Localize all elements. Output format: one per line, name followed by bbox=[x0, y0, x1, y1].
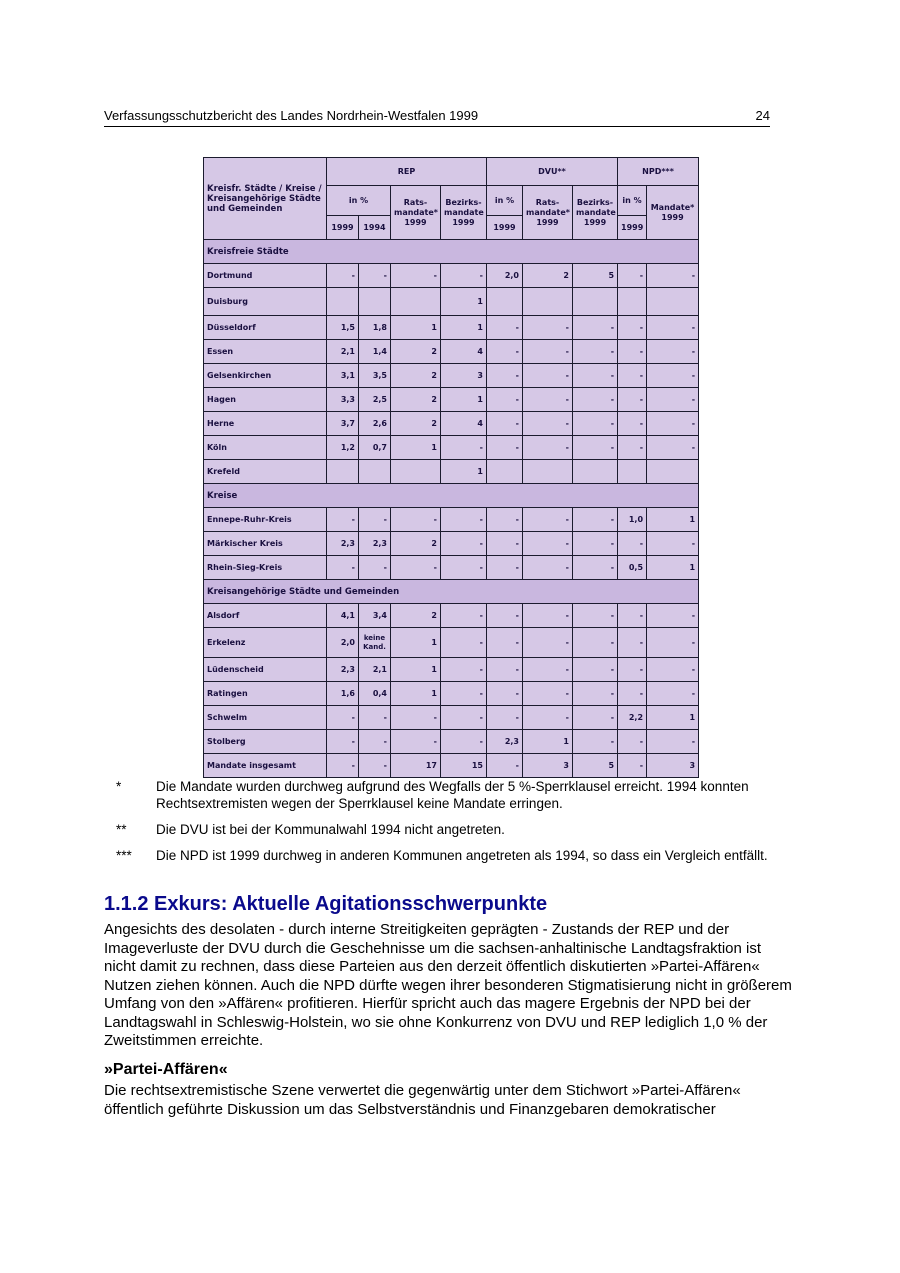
table-cell: 2,1 bbox=[359, 658, 391, 682]
table-body bbox=[204, 240, 699, 778]
table-cell bbox=[573, 288, 618, 316]
table-cell: 2 bbox=[391, 340, 441, 364]
table-cell: - bbox=[441, 658, 487, 682]
npd-in-pct-header: in % bbox=[618, 186, 647, 216]
table-cell: - bbox=[573, 508, 618, 532]
table-cell: - bbox=[523, 628, 573, 658]
table-cell: - bbox=[327, 508, 359, 532]
table-cell: - bbox=[573, 340, 618, 364]
table-cell bbox=[647, 460, 699, 484]
table-cell: 0,7 bbox=[359, 436, 391, 460]
table-cell: - bbox=[359, 264, 391, 288]
table-cell: - bbox=[573, 556, 618, 580]
table-cell: - bbox=[573, 706, 618, 730]
table-cell: - bbox=[647, 264, 699, 288]
row-label: Alsdorf bbox=[204, 604, 327, 628]
table-cell bbox=[487, 288, 523, 316]
table-cell: 1 bbox=[391, 316, 441, 340]
group-header-rep: REP bbox=[327, 158, 487, 186]
table-cell: - bbox=[573, 628, 618, 658]
table-cell: 2,0 bbox=[327, 628, 359, 658]
table-cell: - bbox=[618, 658, 647, 682]
table-cell: 2,5 bbox=[359, 388, 391, 412]
table-cell: - bbox=[487, 658, 523, 682]
dvu-bezirks-mandate-header: Bezirks-mandate 1999 bbox=[573, 186, 618, 240]
table-cell: - bbox=[618, 364, 647, 388]
table-cell: - bbox=[487, 556, 523, 580]
table-cell: - bbox=[618, 412, 647, 436]
table-cell: 1 bbox=[441, 460, 487, 484]
table-cell: 1 bbox=[647, 508, 699, 532]
table-cell bbox=[523, 288, 573, 316]
table-cell: - bbox=[647, 436, 699, 460]
row-label: Schwelm bbox=[204, 706, 327, 730]
table-cell: - bbox=[647, 658, 699, 682]
table-cell: - bbox=[573, 364, 618, 388]
table-cell: 2,1 bbox=[327, 340, 359, 364]
row-label: Erkelenz bbox=[204, 628, 327, 658]
table-cell: - bbox=[647, 532, 699, 556]
table-cell bbox=[647, 288, 699, 316]
table-row bbox=[204, 604, 699, 628]
table-cell: 2 bbox=[391, 604, 441, 628]
table-cell: - bbox=[618, 532, 647, 556]
row-label: Ennepe-Ruhr-Kreis bbox=[204, 508, 327, 532]
footnote bbox=[104, 821, 784, 838]
page-header bbox=[104, 108, 770, 127]
rep-bezirks-mandate-header: Bezirks-mandate 1999 bbox=[441, 186, 487, 240]
table-cell: - bbox=[523, 706, 573, 730]
table-cell: - bbox=[573, 316, 618, 340]
table-cell: - bbox=[487, 706, 523, 730]
table-cell: - bbox=[618, 730, 647, 754]
footnote-mark: * bbox=[116, 779, 122, 794]
table-row bbox=[204, 316, 699, 340]
footnote-text: Die Mandate wurden durchweg aufgrund des Wegfalls der 5 %-Sperrklausel erreicht. 1994 konnten Rechtsextremisten wegen der Sperrklausel keine Mandate erringen. bbox=[156, 779, 749, 811]
table-cell: - bbox=[523, 436, 573, 460]
table-cell: 1 bbox=[441, 288, 487, 316]
table-cell: 2,3 bbox=[327, 658, 359, 682]
rep-in-pct-header: in % bbox=[327, 186, 391, 216]
table-row bbox=[204, 340, 699, 364]
table-cell: - bbox=[618, 604, 647, 628]
table-cell: 2,3 bbox=[327, 532, 359, 556]
npd-year-1999-header: 1999 bbox=[618, 216, 647, 240]
table-cell: - bbox=[487, 412, 523, 436]
table-row bbox=[204, 730, 699, 754]
table-cell: 5 bbox=[573, 754, 618, 778]
table-row bbox=[204, 682, 699, 706]
table-cell: 1,5 bbox=[327, 316, 359, 340]
row-label: Köln bbox=[204, 436, 327, 460]
table-cell: 3 bbox=[647, 754, 699, 778]
table-cell: 2,2 bbox=[618, 706, 647, 730]
table-cell: - bbox=[647, 682, 699, 706]
table-cell: - bbox=[487, 604, 523, 628]
table-cell: - bbox=[523, 556, 573, 580]
table-cell: 1 bbox=[391, 436, 441, 460]
table-row bbox=[204, 628, 699, 658]
table-cell: - bbox=[573, 658, 618, 682]
table-cell: - bbox=[487, 532, 523, 556]
table-cell bbox=[618, 460, 647, 484]
table-cell: - bbox=[487, 388, 523, 412]
table-cell: 4 bbox=[441, 340, 487, 364]
table-cell bbox=[523, 460, 573, 484]
footnote-mark: ** bbox=[116, 822, 127, 837]
table-cell: 2 bbox=[391, 532, 441, 556]
table-cell: - bbox=[618, 682, 647, 706]
table-cell: - bbox=[523, 340, 573, 364]
row-label: Lüdenscheid bbox=[204, 658, 327, 682]
row-label: Krefeld bbox=[204, 460, 327, 484]
table-cell: - bbox=[327, 730, 359, 754]
table-cell: 3,5 bbox=[359, 364, 391, 388]
row-label: Märkischer Kreis bbox=[204, 532, 327, 556]
table-cell bbox=[618, 288, 647, 316]
table-cell: - bbox=[487, 436, 523, 460]
group-header-dvu: DVU** bbox=[487, 158, 618, 186]
table-cell: 4,1 bbox=[327, 604, 359, 628]
table-cell: 1 bbox=[391, 658, 441, 682]
body-paragraph-2: Die rechtsextremistische Szene verwertet die gegenwärtig unter dem Stichwort »Partei-Affären« öffentlich geführte Diskussion um das Selbstverständnis und Finanzgebaren demokratischer bbox=[104, 1082, 741, 1118]
table-cell: - bbox=[573, 412, 618, 436]
table-cell: 17 bbox=[391, 754, 441, 778]
table-row bbox=[204, 436, 699, 460]
table-cell bbox=[391, 460, 441, 484]
table-cell: - bbox=[391, 556, 441, 580]
table-cell: - bbox=[359, 730, 391, 754]
table-cell: - bbox=[441, 436, 487, 460]
table-cell: 3,1 bbox=[327, 364, 359, 388]
table-cell: 2,3 bbox=[487, 730, 523, 754]
table-cell: 3,3 bbox=[327, 388, 359, 412]
table-cell: - bbox=[487, 628, 523, 658]
table-cell: - bbox=[647, 604, 699, 628]
row-label: Gelsenkirchen bbox=[204, 364, 327, 388]
table-cell: - bbox=[441, 508, 487, 532]
table-cell: - bbox=[441, 604, 487, 628]
table-cell: - bbox=[441, 264, 487, 288]
table-cell: - bbox=[441, 532, 487, 556]
table-cell bbox=[391, 288, 441, 316]
table-row bbox=[204, 706, 699, 730]
table-cell: - bbox=[618, 264, 647, 288]
body-paragraph: Angesichts des desolaten - durch interne Streitigkeiten geprägten - Zustands der REP und der Imageverluste der DVU durch die Geschehnisse um die sachsen-anhaltinische Landtagsfraktion ist nicht damit zu rechnen, dass diese Parteien aus den derzeit öffentlich diskutierten »Partei-Affären« Nutzen ziehen können. Auch die NPD dürfte wegen ihrer besonderen Stigmatisierung nicht in größerem Umfang von den »Affären« profitieren. Hierfür spricht auch das magere Ergebnis der NPD bei der Landtagswahl in Schleswig-Holstein, wo sie ohne Konkurrenz von DVU und REP lediglich 1,0 % der Zweitstimmen erreichte. bbox=[104, 921, 792, 1049]
footnote bbox=[104, 778, 784, 812]
group-header-npd: NPD*** bbox=[618, 158, 699, 186]
table-cell: - bbox=[618, 340, 647, 364]
footnote-text: Die NPD ist 1999 durchweg in anderen Kommunen angetreten als 1994, so dass ein Vergleich entfällt. bbox=[156, 848, 768, 863]
table-corner-label: Kreisfr. Städte / Kreise / Kreisangehörige Städte und Gemeinden bbox=[204, 158, 327, 240]
table-cell: - bbox=[359, 706, 391, 730]
rep-year-1994-header: 1994 bbox=[359, 216, 391, 240]
table-cell: keine Kand. bbox=[359, 628, 391, 658]
table-cell bbox=[327, 288, 359, 316]
table-row bbox=[204, 556, 699, 580]
table-cell: - bbox=[618, 628, 647, 658]
table-cell: - bbox=[523, 316, 573, 340]
table-cell: - bbox=[441, 556, 487, 580]
table-cell: - bbox=[523, 532, 573, 556]
table-cell: 1 bbox=[647, 706, 699, 730]
row-label: Stolberg bbox=[204, 730, 327, 754]
table-cell: - bbox=[647, 364, 699, 388]
table-cell: - bbox=[359, 508, 391, 532]
section-label: Kreisfreie Städte bbox=[204, 240, 699, 264]
table-cell: - bbox=[523, 604, 573, 628]
table-cell: - bbox=[327, 556, 359, 580]
table-row bbox=[204, 288, 699, 316]
table-cell: 2 bbox=[523, 264, 573, 288]
table-cell: 1 bbox=[391, 682, 441, 706]
table-cell: 1,8 bbox=[359, 316, 391, 340]
table-cell bbox=[327, 460, 359, 484]
table-cell: - bbox=[573, 604, 618, 628]
table-cell: - bbox=[573, 532, 618, 556]
table-row bbox=[204, 508, 699, 532]
row-label: Dortmund bbox=[204, 264, 327, 288]
table-cell: 4 bbox=[441, 412, 487, 436]
table-cell: - bbox=[647, 628, 699, 658]
table-cell: 2 bbox=[391, 412, 441, 436]
table-cell: 15 bbox=[441, 754, 487, 778]
dvu-rats-mandate-header: Rats-mandate* 1999 bbox=[523, 186, 573, 240]
table-cell: 2 bbox=[391, 364, 441, 388]
footnote-mark: *** bbox=[116, 848, 132, 863]
table-row bbox=[204, 532, 699, 556]
table-cell: - bbox=[618, 754, 647, 778]
table-cell: 3 bbox=[523, 754, 573, 778]
table-cell: 1,0 bbox=[618, 508, 647, 532]
section-label: Kreisangehörige Städte und Gemeinden bbox=[204, 580, 699, 604]
table-cell: - bbox=[441, 706, 487, 730]
table-row bbox=[204, 364, 699, 388]
subheading: »Partei-Affären« bbox=[104, 1061, 228, 1078]
row-label: Essen bbox=[204, 340, 327, 364]
table-cell: - bbox=[647, 316, 699, 340]
table-cell: - bbox=[647, 340, 699, 364]
table-row bbox=[204, 658, 699, 682]
table-cell bbox=[573, 460, 618, 484]
section-label: Kreise bbox=[204, 484, 699, 508]
table-cell: - bbox=[487, 316, 523, 340]
table-cell: - bbox=[359, 556, 391, 580]
table-row bbox=[204, 388, 699, 412]
table-row bbox=[204, 264, 699, 288]
table-cell: 1 bbox=[647, 556, 699, 580]
header-title: Verfassungsschutzbericht des Landes Nordrhein-Westfalen 1999 bbox=[104, 108, 479, 123]
row-label: Düsseldorf bbox=[204, 316, 327, 340]
table-cell bbox=[359, 460, 391, 484]
npd-mandate-header: Mandate* 1999 bbox=[647, 186, 699, 240]
table-cell bbox=[359, 288, 391, 316]
table-cell: - bbox=[327, 264, 359, 288]
table-cell: 1 bbox=[441, 316, 487, 340]
table-cell: - bbox=[573, 388, 618, 412]
table-cell: - bbox=[441, 682, 487, 706]
table-cell: - bbox=[391, 508, 441, 532]
table-cell bbox=[487, 460, 523, 484]
footnote bbox=[104, 847, 784, 864]
total-row bbox=[204, 754, 699, 778]
table-cell: 3,7 bbox=[327, 412, 359, 436]
dvu-in-pct-header: in % bbox=[487, 186, 523, 216]
table-cell: - bbox=[618, 388, 647, 412]
table-cell: - bbox=[327, 706, 359, 730]
table-cell: 2,6 bbox=[359, 412, 391, 436]
table-cell: - bbox=[391, 706, 441, 730]
footnotes bbox=[104, 778, 784, 873]
total-label: Mandate insgesamt bbox=[204, 754, 327, 778]
table-cell: - bbox=[573, 436, 618, 460]
table-row bbox=[204, 412, 699, 436]
section-title: 1.1.2 Exkurs: Aktuelle Agitationsschwerpunkte bbox=[104, 893, 548, 915]
table-cell: - bbox=[487, 754, 523, 778]
table-cell: - bbox=[487, 340, 523, 364]
dvu-year-1999-header: 1999 bbox=[487, 216, 523, 240]
section-row bbox=[204, 240, 699, 264]
section-row bbox=[204, 580, 699, 604]
table-cell: 1 bbox=[523, 730, 573, 754]
table-cell: - bbox=[573, 730, 618, 754]
row-label: Duisburg bbox=[204, 288, 327, 316]
table-cell: 3 bbox=[441, 364, 487, 388]
table-cell: - bbox=[647, 730, 699, 754]
table-cell: 0,5 bbox=[618, 556, 647, 580]
row-label: Hagen bbox=[204, 388, 327, 412]
table-cell: - bbox=[441, 628, 487, 658]
table-cell: 3,4 bbox=[359, 604, 391, 628]
table-row bbox=[204, 460, 699, 484]
table-cell: 5 bbox=[573, 264, 618, 288]
table-cell: - bbox=[523, 508, 573, 532]
table-cell: - bbox=[523, 364, 573, 388]
table-cell: 2 bbox=[391, 388, 441, 412]
table-cell: 1 bbox=[391, 628, 441, 658]
section-row bbox=[204, 484, 699, 508]
page-number: 24 bbox=[755, 108, 770, 123]
table-cell: - bbox=[487, 682, 523, 706]
table-cell: - bbox=[487, 364, 523, 388]
election-results-table bbox=[203, 157, 698, 778]
row-label: Herne bbox=[204, 412, 327, 436]
table-cell: - bbox=[573, 682, 618, 706]
table-cell: 2,3 bbox=[359, 532, 391, 556]
rep-rats-mandate-header: Rats-mandate* 1999 bbox=[391, 186, 441, 240]
table-cell: - bbox=[523, 412, 573, 436]
results-table bbox=[203, 157, 699, 778]
table-cell: - bbox=[487, 508, 523, 532]
table-cell: 1,6 bbox=[327, 682, 359, 706]
table-cell: 1,4 bbox=[359, 340, 391, 364]
rep-year-1999-header: 1999 bbox=[327, 216, 359, 240]
table-cell: - bbox=[523, 388, 573, 412]
table-cell: - bbox=[327, 754, 359, 778]
table-cell: - bbox=[523, 658, 573, 682]
row-label: Ratingen bbox=[204, 682, 327, 706]
table-cell: 1 bbox=[441, 388, 487, 412]
table-cell: 1,2 bbox=[327, 436, 359, 460]
table-cell: - bbox=[523, 682, 573, 706]
table-cell: 2,0 bbox=[487, 264, 523, 288]
footnote-text: Die DVU ist bei der Kommunalwahl 1994 nicht angetreten. bbox=[156, 822, 505, 837]
table-cell: - bbox=[391, 730, 441, 754]
row-label: Rhein-Sieg-Kreis bbox=[204, 556, 327, 580]
table-cell: 0,4 bbox=[359, 682, 391, 706]
table-cell: - bbox=[647, 388, 699, 412]
table-cell: - bbox=[618, 316, 647, 340]
table-cell: - bbox=[441, 730, 487, 754]
table-cell: - bbox=[618, 436, 647, 460]
table-cell: - bbox=[359, 754, 391, 778]
table-cell: - bbox=[391, 264, 441, 288]
table-cell: - bbox=[647, 412, 699, 436]
